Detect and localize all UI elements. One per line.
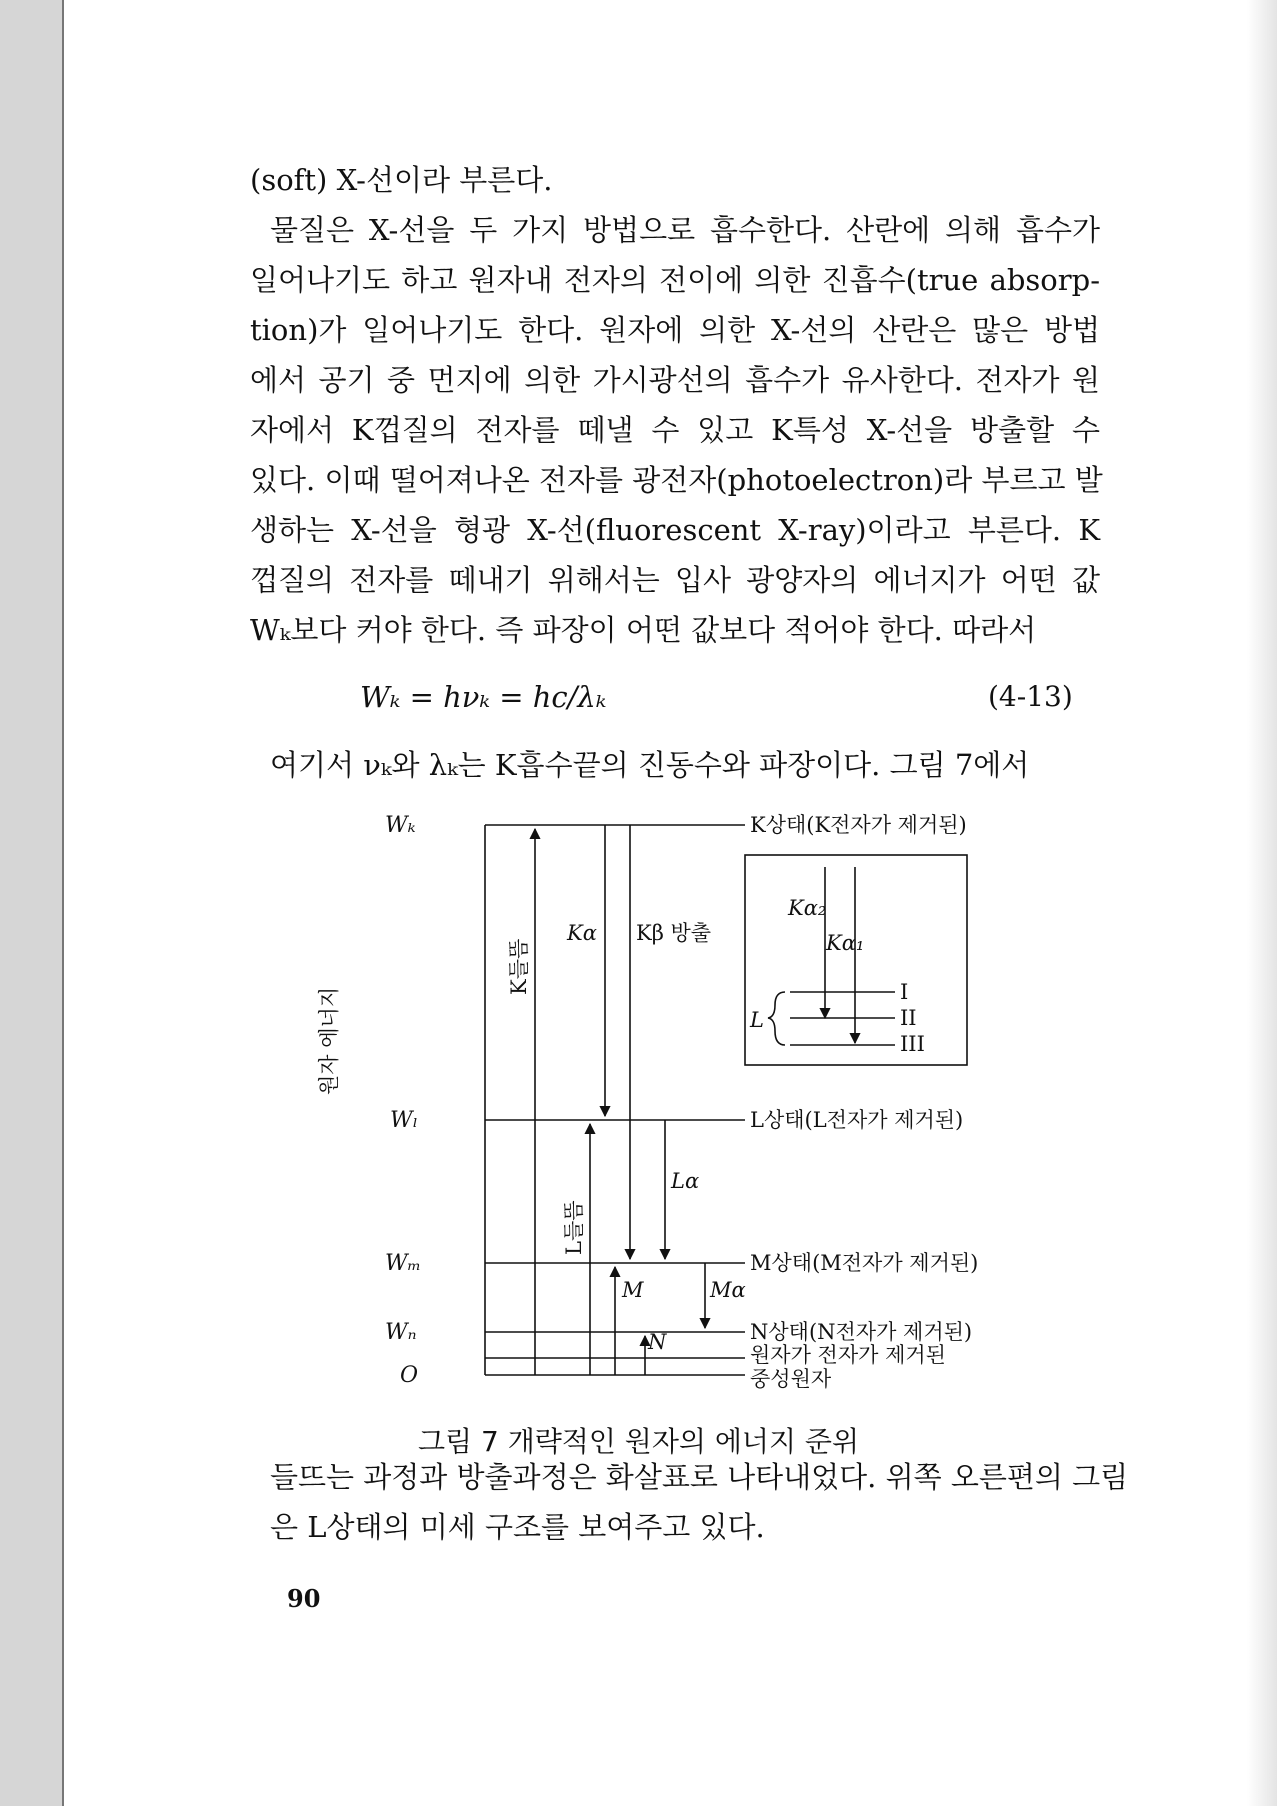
text-line-6: 자에서 K껍질의 전자를 떼낼 수 있고 K특성 X-선을 방출할 수 [250,413,1100,447]
inset-box [745,855,967,1065]
l-alpha-label: Lα [671,1169,700,1193]
state-label-l: L상태(L전자가 제거된) [750,1108,964,1132]
figure-caption: 그림 7 개략적인 원자의 에너지 준위 [418,1425,859,1458]
closing-line-2: 은 L상태의 미세 구조를 보여주고 있다. [270,1510,765,1544]
inset-sub-iii: III [900,1032,925,1056]
state-label-m: M상태(M전자가 제거된) [750,1251,979,1275]
text-line-5: 에서 공기 중 먼지에 의한 가시광선의 흡수가 유사한다. 전자가 원 [250,363,1100,397]
book-spine [0,0,64,1806]
k-absorb-label: K들뜸 [507,938,531,995]
closing-line-1: 들뜨는 과정과 방출과정은 화살표로 나타내었다. 위쪽 오른편의 그림 [270,1460,1129,1494]
n-label: N [648,1330,667,1354]
level-label-o: O [400,1363,419,1388]
page-edge-shadow [1247,0,1277,1806]
text-line-10: Wₖ보다 커야 한다. 즉 파장이 어떤 값보다 적어야 한다. 따라서 [250,613,1037,647]
m-alpha-label: Mα [710,1278,746,1302]
text-line-7: 있다. 이때 떨어져나온 전자를 광전자(photoelectron)라 부르고 발 [250,463,1103,497]
m-label: M [622,1278,644,1302]
equation: Wₖ = hνₖ = hc/λₖ [360,680,607,714]
text-line-2: 물질은 X-선을 두 가지 방법으로 흡수한다. 산란에 의해 흡수가 [270,213,1100,247]
inset-sub-i: I [900,980,909,1004]
inset-k-alpha2-label: Kα₂ [788,896,827,920]
text-line-8: 생하는 X-선을 형광 X-선(fluorescent X-ray)이라고 부른다. K [250,513,1100,547]
level-label-wm: Wₘ [385,1251,422,1276]
level-label-wn: Wₙ [385,1320,417,1345]
text-line-4: tion)가 일어나기도 한다. 원자에 의한 X-선의 산란은 많은 방법 [250,313,1100,347]
inset-brace [768,992,785,1045]
page-number: 90 [287,1584,321,1613]
energy-level-diagram [317,795,1060,1395]
y-axis-label: 원자 에너지 [317,986,341,1095]
state-label-neutral: 중성원자 [750,1367,832,1391]
inset-shell-label: L [750,1008,764,1032]
equation-number: (4-13) [988,680,1073,713]
state-label-n: N상태(N전자가 제거된) [750,1320,973,1344]
inset-k-alpha1-label: Kα₁ [826,931,865,955]
text-line-1: (soft) X-선이라 부른다. [250,163,553,197]
state-label-valence: 원자가 전자가 제거된 [750,1343,946,1367]
k-alpha-label: Kα [567,921,597,945]
text-line-after-formula: 여기서 νₖ와 λₖ는 K흡수끝의 진동수와 파장이다. 그림 7에서 [270,748,1030,782]
level-label-wk: Wₖ [385,813,416,838]
text-line-9: 껍질의 전자를 떼내기 위해서는 입사 광양자의 에너지가 어떤 값 [250,563,1100,597]
text-line-3: 일어나기도 하고 원자내 전자의 전이에 의한 진흡수(true absorp- [250,263,1100,297]
level-label-wl: Wₗ [390,1108,418,1133]
state-label-k: K상태(K전자가 제거된) [750,813,967,837]
inset-sub-ii: II [900,1006,917,1030]
k-beta-label: Kβ 방출 [636,921,712,945]
l-absorb-label: L들뜸 [562,1200,586,1255]
